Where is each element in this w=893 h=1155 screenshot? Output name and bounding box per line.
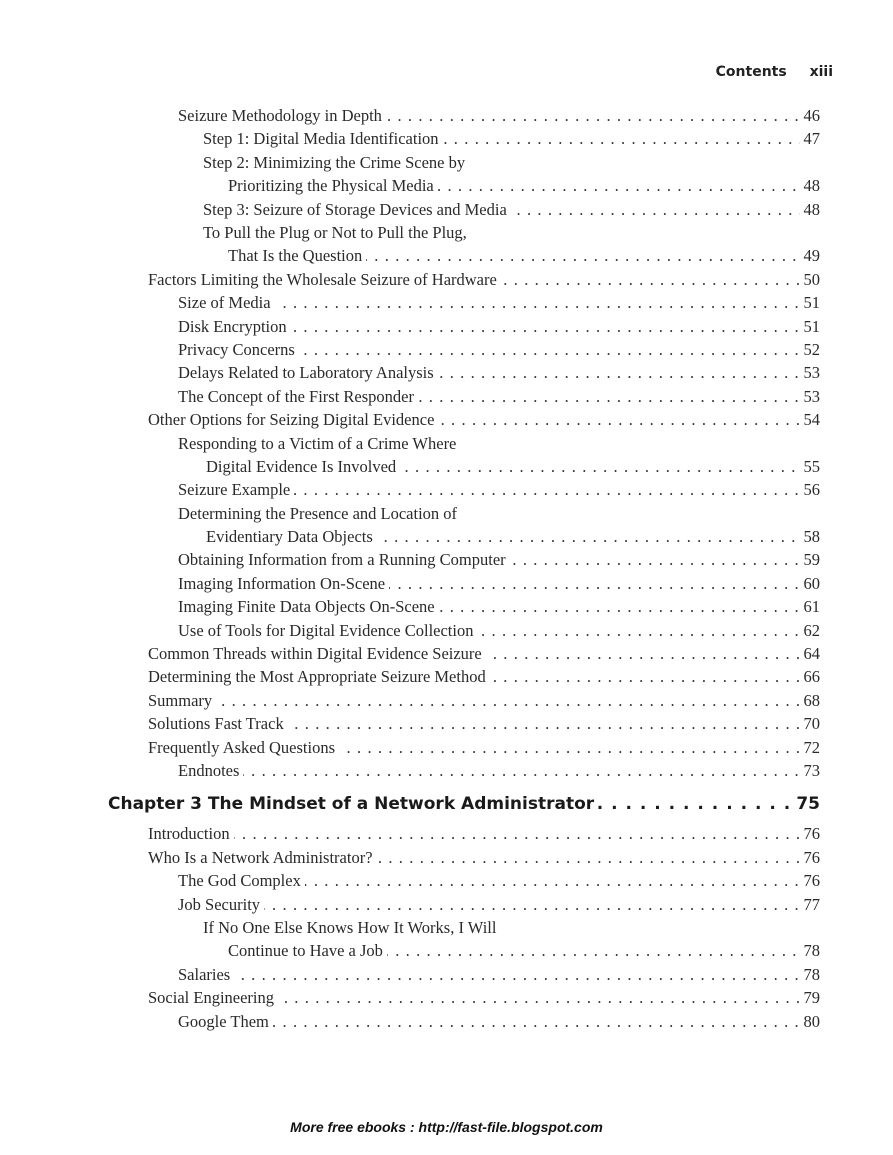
toc-entry-title: Imaging Information On-Scene: [178, 574, 389, 593]
toc-entry-title: Job Security: [178, 895, 264, 914]
toc-entry-page-number: 51: [800, 291, 821, 314]
header-page-number: xiii: [809, 64, 833, 80]
toc-entry-page-number: 62: [800, 619, 821, 642]
dot-leader-row: [148, 846, 820, 869]
footer-link-text[interactable]: More free ebooks : http://fast-file.blogspot.com: [290, 1119, 603, 1135]
toc-entry-title: Salaries: [178, 965, 234, 984]
dot-leader-row: [148, 268, 820, 291]
dot-leader-row: [148, 712, 820, 735]
toc-entry-page-number: 46: [800, 104, 821, 127]
dot-leader-row: [178, 104, 820, 127]
toc-entry-page-number: 54: [800, 408, 821, 431]
toc-entry-title: Obtaining Information from a Running Computer: [178, 550, 510, 569]
toc-entry-page-number: 76: [800, 846, 821, 869]
dot-leader-row: [178, 572, 820, 595]
dot-leader-row: [206, 525, 820, 548]
dot-leader-row: [148, 408, 820, 431]
dot-leader-row: [178, 548, 820, 571]
toc-entry-title: Delays Related to Laboratory Analysis: [178, 363, 438, 382]
toc-entry-page-number: 47: [800, 127, 821, 150]
toc-entry-page-number: 73: [800, 759, 821, 782]
toc-entry[interactable]: [148, 736, 820, 759]
toc-entry[interactable]: [148, 268, 820, 291]
running-header: [716, 64, 833, 80]
toc-entry-title: Imaging Finite Data Objects On-Scene: [178, 597, 439, 616]
toc-entry[interactable]: [148, 151, 820, 198]
toc-entry[interactable]: [148, 846, 820, 869]
toc-entry-title-line1: Responding to a Victim of a Crime Where: [178, 433, 457, 453]
dot-leader-row: [178, 315, 820, 338]
toc-entry-title: Summary: [148, 691, 216, 710]
dot-leader-row: [203, 198, 820, 221]
toc-entry[interactable]: [148, 572, 820, 595]
toc-entry-page-number: 78: [800, 963, 821, 986]
toc-entry[interactable]: [148, 221, 820, 268]
dot-leader-row: [178, 361, 820, 384]
toc-entry-title: Social Engineering: [148, 988, 278, 1007]
toc-entry-title: That Is the Question: [228, 246, 366, 265]
toc-entry-page-number: 61: [800, 595, 821, 618]
toc-entry-page-number: 58: [800, 525, 821, 548]
dot-leader-row: [178, 963, 820, 986]
toc-entry-title: The Concept of the First Responder: [178, 387, 418, 406]
toc-entry-title: Seizure Methodology in Depth: [178, 106, 386, 125]
toc-entry[interactable]: [148, 869, 820, 892]
toc-entry[interactable]: [148, 502, 820, 549]
toc-entry-page-number: 78: [800, 939, 821, 962]
toc-entry-title: Factors Limiting the Wholesale Seizure of Hardware: [148, 270, 501, 289]
toc-entry[interactable]: [148, 385, 820, 408]
toc-entry[interactable]: [148, 822, 820, 845]
toc-entry-title: The God Complex: [178, 871, 305, 890]
dot-leader-row: [178, 893, 820, 916]
toc-entry-title: Common Threads within Digital Evidence Seizure: [148, 644, 486, 663]
toc-entry-page-number: 51: [800, 315, 821, 338]
dot-leader-row: [228, 939, 820, 962]
dot-leader-row: [178, 478, 820, 501]
toc-entry-title: Introduction: [148, 824, 234, 843]
toc-entry-title: Evidentiary Data Objects: [206, 527, 377, 546]
toc-entry[interactable]: [148, 408, 820, 431]
toc-entry-title-line1: Determining the Presence and Location of: [178, 503, 458, 523]
toc-entry[interactable]: [148, 986, 820, 1009]
dot-leader-row: [178, 291, 820, 314]
toc-entry-title: Step 3: Seizure of Storage Devices and Media: [203, 200, 511, 219]
toc-entry[interactable]: [148, 291, 820, 314]
toc-entry-title: Solutions Fast Track: [148, 714, 288, 733]
toc-entry[interactable]: [148, 338, 820, 361]
toc-entry-page-number: 50: [800, 268, 821, 291]
toc-entry[interactable]: [148, 712, 820, 735]
dot-leader-row: [148, 736, 820, 759]
dot-leader-row: [178, 869, 820, 892]
toc-entry[interactable]: [148, 548, 820, 571]
toc-entry-page-number: 72: [800, 736, 821, 759]
toc-entry-page-number: 68: [800, 689, 821, 712]
toc-entry[interactable]: [148, 759, 820, 782]
toc-entry-title: Privacy Concerns: [178, 340, 299, 359]
toc-entry-title: Seizure Example: [178, 480, 294, 499]
dot-leader-row: [178, 595, 820, 618]
toc-entry[interactable]: [148, 127, 820, 150]
chapter-page-number: 75: [792, 789, 820, 819]
dot-leader-row: [178, 1010, 820, 1033]
toc-entry-page-number: 70: [800, 712, 821, 735]
toc-entry[interactable]: [148, 361, 820, 384]
dot-leader-row: [148, 986, 820, 1009]
toc-entry[interactable]: [148, 642, 820, 665]
toc-entry[interactable]: [148, 432, 820, 479]
toc-entry-page-number: 53: [800, 385, 821, 408]
toc-entry[interactable]: [148, 689, 820, 712]
toc-entry[interactable]: [148, 916, 820, 963]
toc-entry-title: Prioritizing the Physical Media: [228, 176, 438, 195]
toc-entry-page-number: 55: [800, 455, 821, 478]
toc-entry-title: Size of Media: [178, 293, 275, 312]
toc-entry[interactable]: [148, 198, 820, 221]
toc-entry-page-number: 76: [800, 822, 821, 845]
dot-leader-row: [148, 689, 820, 712]
header-title: Contents: [715, 64, 787, 80]
toc-entry-page-number: 49: [800, 244, 821, 267]
toc-entry-page-number: 48: [800, 198, 821, 221]
toc-entry[interactable]: [148, 478, 820, 501]
dot-leader-row: [228, 174, 820, 197]
dot-leader-row: [178, 385, 820, 408]
toc-entry-title: Google Them: [178, 1012, 273, 1031]
toc-entry-page-number: 59: [800, 548, 821, 571]
toc-entry-page-number: 56: [800, 478, 821, 501]
dot-leader-row: [228, 244, 820, 267]
toc-entry-page-number: 53: [800, 361, 821, 384]
toc-entry-title: Who Is a Network Administrator?: [148, 848, 377, 867]
toc-entry-page-number: 52: [800, 338, 821, 361]
toc-entry-title-line1: To Pull the Plug or Not to Pull the Plug,: [203, 222, 467, 242]
toc-entry-page-number: 48: [800, 174, 821, 197]
toc-entry-page-number: 77: [800, 893, 821, 916]
toc-entry-title: Disk Encryption: [178, 317, 291, 336]
toc-entry-title-line1: If No One Else Knows How It Works, I Will: [203, 917, 497, 937]
toc-entry-title: Use of Tools for Digital Evidence Collection: [178, 621, 477, 640]
dot-leader-row: [206, 455, 820, 478]
toc-entry-page-number: 60: [800, 572, 821, 595]
toc-entry[interactable]: [148, 619, 820, 642]
toc-entry[interactable]: [148, 963, 820, 986]
toc-entry-page-number: 64: [800, 642, 821, 665]
table-of-contents: [108, 104, 820, 1033]
chapter-title: Chapter 3 The Mindset of a Network Administrator: [108, 794, 598, 814]
dot-leader-row: [178, 338, 820, 361]
toc-entry-title: Step 1: Digital Media Identification: [203, 129, 443, 148]
dot-leader-row: [203, 127, 820, 150]
toc-entry-page-number: 66: [800, 665, 821, 688]
toc-entry-title-line1: Step 2: Minimizing the Crime Scene by: [203, 152, 466, 172]
toc-entry-title: Other Options for Seizing Digital Evidence: [148, 410, 438, 429]
toc-entry-title: Determining the Most Appropriate Seizure Method: [148, 667, 490, 686]
toc-entry[interactable]: [148, 665, 820, 688]
toc-entry-title: Frequently Asked Questions: [148, 738, 339, 757]
toc-entry-title: Continue to Have a Job: [228, 941, 387, 960]
toc-entry-page-number: 79: [800, 986, 821, 1009]
toc-entry[interactable]: [148, 315, 820, 338]
toc-entry-page-number: 80: [800, 1010, 821, 1033]
toc-entry-title: Digital Evidence Is Involved: [206, 457, 400, 476]
toc-chapter-entry[interactable]: [108, 789, 820, 819]
toc-entry[interactable]: [148, 893, 820, 916]
dot-leader-row: [178, 619, 820, 642]
toc-entry-title: Endnotes: [178, 761, 243, 780]
toc-entry[interactable]: [148, 595, 820, 618]
dot-leader-row: [178, 759, 820, 782]
dot-leader-row: [148, 665, 820, 688]
toc-entry-page-number: 76: [800, 869, 821, 892]
dot-leader-row: [148, 642, 820, 665]
toc-entry[interactable]: [148, 104, 820, 127]
dot-leader-row: [148, 822, 820, 845]
toc-entry[interactable]: [148, 1010, 820, 1033]
